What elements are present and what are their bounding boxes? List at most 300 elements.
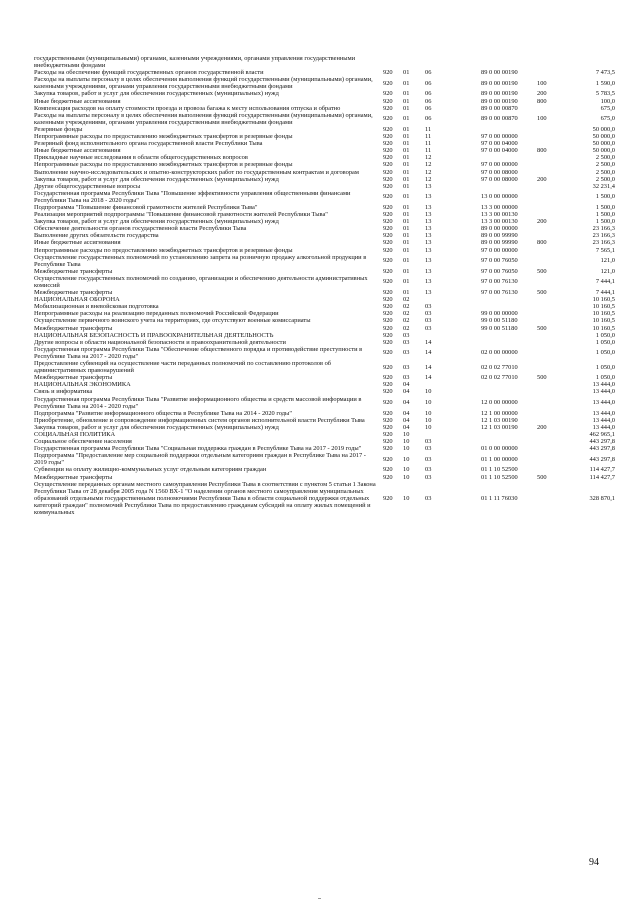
row-target-code: 89 0 00 99990 <box>481 232 518 240</box>
row-section-code: 04 <box>403 399 410 407</box>
row-subsection-code: 13 <box>425 246 432 254</box>
row-expense-type-code <box>537 466 565 473</box>
row-expense-type-code <box>537 133 565 140</box>
row-amount: 114 427,7 <box>589 473 615 481</box>
row-target-code: 97 0 00 76130 <box>481 278 518 286</box>
row-ved-code: 920 <box>383 438 393 446</box>
row-expense-type-code <box>537 431 565 438</box>
table-row <box>34 232 615 239</box>
row-target-code: 89 0 00 00000 <box>481 225 518 233</box>
row-ved-code: 920 <box>383 466 393 474</box>
row-ved-code: 920 <box>383 399 393 407</box>
row-expense-type-code: 500 <box>537 267 547 275</box>
row-expense-type-code: 200 <box>537 218 547 226</box>
row-expense-type-code: 200 <box>537 175 547 183</box>
row-amount <box>565 55 615 69</box>
table-row <box>34 452 615 466</box>
row-name: Обеспечение деятельности органов государственной власти Республики Тыва <box>34 225 247 233</box>
row-section-code: 01 <box>403 239 410 247</box>
row-amount: 7 444,1 <box>595 289 615 297</box>
row-ved-code: 920 <box>383 349 393 357</box>
row-amount: 1 050,0 <box>595 338 615 346</box>
row-target-code: 12 0 00 00000 <box>481 399 518 407</box>
row-name: Государственная программа Республики Тыва "Социальная поддержка граждан в Республике Тыва на 2017 - 2019 годы" <box>34 445 362 453</box>
row-ved-code: 920 <box>383 69 393 77</box>
row-target-code: 97 0 00 00000 <box>481 161 518 169</box>
row-target-code: 97 0 00 04000 <box>481 140 518 148</box>
row-expense-type-code <box>537 296 565 303</box>
row-section-code: 01 <box>403 225 410 233</box>
row-amount: 2 500,0 <box>595 154 615 162</box>
table-row <box>34 474 615 481</box>
row-section-code: 01 <box>403 246 410 254</box>
row-ved-code: 920 <box>383 430 393 438</box>
row-name: Резервные фонды <box>34 125 83 133</box>
row-subsection-code: 13 <box>425 182 432 190</box>
row-name: Закупка товаров, работ и услуг для обеспечения государственных (муниципальных) нужд <box>34 423 279 431</box>
table-row <box>34 55 615 69</box>
row-amount: 10 160,5 <box>592 310 615 318</box>
row-name: Связь и информатика <box>34 388 93 396</box>
table-row <box>34 225 615 232</box>
row-expense-type-code: 800 <box>537 239 547 247</box>
row-expense-type-code <box>537 417 565 424</box>
table-row <box>34 90 615 97</box>
row-expense-type-code <box>537 481 565 516</box>
row-subsection-code: 12 <box>425 154 432 162</box>
row-name: Государственная программа Республики Тыва "Повышение эффективности управления общественными финансами Республики Тыва на 2018 - 2020 годы" <box>34 189 351 204</box>
row-expense-type-code <box>537 161 565 168</box>
row-expense-type-code: 500 <box>537 374 547 382</box>
table-row <box>34 254 615 268</box>
row-expense-type-code: 800 <box>537 147 547 155</box>
row-expense-type-code <box>537 438 565 445</box>
row-ved-code: 920 <box>383 161 393 169</box>
table-row <box>34 431 615 438</box>
row-ved-code: 920 <box>383 203 393 211</box>
row-amount: 121,0 <box>600 267 615 275</box>
row-name: Мобилизационная и вневойсковая подготовка <box>34 303 159 311</box>
row-name: НАЦИОНАЛЬНАЯ ЭКОНОМИКА <box>34 381 131 389</box>
row-target-code: 89 0 00 00870 <box>481 115 518 123</box>
row-section-code: 10 <box>403 438 410 446</box>
row-ved-code: 920 <box>383 423 393 431</box>
row-name: Расходы на обеспечение функций государственных органов государственной власти <box>34 69 264 77</box>
row-subsection-code: 03 <box>425 494 432 502</box>
row-target-code <box>481 126 537 133</box>
table-row <box>34 133 615 140</box>
row-target-code <box>481 431 537 438</box>
row-ved-code: 920 <box>383 324 393 332</box>
row-amount: 1 500,0 <box>595 193 615 201</box>
table-row <box>34 303 615 310</box>
table-row <box>34 445 615 452</box>
page-number: 94 <box>589 857 599 868</box>
row-subsection-code <box>425 296 481 303</box>
row-name: Государственная программа Республики Тыва "Обеспечение общественного порядка и противодействие преступности в Республике Тыва на 2017 - 2020 годы" <box>34 345 363 360</box>
row-name: Закупка товаров, работ и услуг для обеспечения государственных (муниципальных) нужд <box>34 175 279 183</box>
table-row <box>34 218 615 225</box>
row-subsection-code: 03 <box>425 445 432 453</box>
row-expense-type-code: 500 <box>537 473 547 481</box>
row-target-code: 89 0 00 99990 <box>481 239 518 247</box>
row-expense-type-code: 800 <box>537 97 547 105</box>
row-expense-type-code <box>537 388 565 395</box>
row-subsection-code: 13 <box>425 239 432 247</box>
row-name: Другие общегосударственные вопросы <box>34 182 141 190</box>
row-ved-code: 920 <box>383 232 393 240</box>
row-amount: 5 783,5 <box>595 90 615 98</box>
row-ved-code: 920 <box>383 133 393 141</box>
row-subsection-code: 03 <box>425 473 432 481</box>
row-target-code: 97 0 00 00000 <box>481 133 518 141</box>
row-subsection-code: 06 <box>425 79 432 87</box>
row-target-code: 89 0 00 00190 <box>481 97 518 105</box>
row-ved-code: 920 <box>383 225 393 233</box>
row-ved-code: 920 <box>383 409 393 417</box>
row-target-code: 97 0 00 76050 <box>481 267 518 275</box>
row-ved-code: 920 <box>383 267 393 275</box>
row-amount: 10 160,5 <box>592 296 615 304</box>
row-name: Межбюджетные трансферты <box>34 473 113 481</box>
row-amount: 1 050,0 <box>595 374 615 382</box>
row-ved-code: 920 <box>383 338 393 346</box>
row-name: Непрограммные расходы по предоставлению межбюджетных трансфертов и резервные фонды <box>34 161 293 169</box>
row-name: Межбюджетные трансферты <box>34 324 113 332</box>
row-target-code: 97 0 00 04000 <box>481 147 518 155</box>
row-ved-code: 920 <box>383 296 393 304</box>
row-subsection-code: 14 <box>425 374 432 382</box>
row-ved-code: 920 <box>383 445 393 453</box>
row-name: Непрограммные расходы на реализацию переданных полномочий Российской Федерации <box>34 310 279 318</box>
row-ved-code: 920 <box>383 147 393 155</box>
row-subsection-code: 13 <box>425 278 432 286</box>
row-amount: 121,0 <box>600 257 615 265</box>
row-target-code <box>481 381 537 388</box>
row-ved-code: 920 <box>383 303 393 311</box>
row-expense-type-code <box>537 346 565 360</box>
table-row <box>34 176 615 183</box>
row-amount: 10 160,5 <box>592 317 615 325</box>
row-target-code: 97 0 00 76050 <box>481 257 518 265</box>
row-section-code: 01 <box>403 104 410 112</box>
row-name: Прикладные научные исследования в области общегосударственных вопросов <box>34 154 248 162</box>
row-amount: 7 473,5 <box>595 69 615 77</box>
row-name: Осуществление государственных полномочий по установлению запрета на розничную продажу алкогольной продукции в Республике Тыва <box>34 253 367 268</box>
row-target-code: 99 0 00 51180 <box>481 317 518 325</box>
row-name: НАЦИОНАЛЬНАЯ ОБОРОНА <box>34 296 120 304</box>
row-subsection-code: 06 <box>425 69 432 77</box>
row-section-code: 10 <box>403 455 410 463</box>
row-subsection-code <box>425 332 481 339</box>
row-name: Осуществление переданных органам местного самоуправления Республики Тыва в соответствии с пунктом 5 статьи 1 Закона Республики Тыва от 28 декабря 2005 года N 1560 ВХ-1 "О наделении органов местного самоуправления муниципальных образований отдельными государственными полномочиями Республики Тыва в области социальной поддержки отдельных категорий граждан" полномочий Республики Тыва по предоставлению гражданам субсидий на оплату жилых помещений и коммунальных <box>34 480 376 516</box>
row-section-code <box>403 55 425 69</box>
row-ved-code: 920 <box>383 175 393 183</box>
row-amount: 50 000,0 <box>592 140 615 148</box>
row-expense-type-code <box>537 169 565 176</box>
row-target-code: 12 1 03 00190 <box>481 423 518 431</box>
row-section-code: 01 <box>403 90 410 98</box>
row-section-code: 10 <box>403 494 410 502</box>
row-expense-type-code <box>537 317 565 324</box>
row-name: Выполнение других обязательств государства <box>34 232 159 240</box>
row-ved-code: 920 <box>383 104 393 112</box>
row-target-code: 97 0 00 00000 <box>481 246 518 254</box>
row-amount: 10 160,5 <box>592 303 615 311</box>
row-target-code: 89 0 00 00870 <box>481 104 518 112</box>
row-expense-type-code <box>537 183 565 190</box>
table-row <box>34 481 615 516</box>
row-expense-type-code <box>537 105 565 112</box>
row-name: Непрограммные расходы по предоставлению межбюджетных трансфертов и резервные фонды <box>34 133 293 141</box>
row-target-code <box>481 55 537 69</box>
row-ved-code: 920 <box>383 278 393 286</box>
table-row <box>34 154 615 161</box>
row-amount: 50 000,0 <box>592 147 615 155</box>
row-expense-type-code <box>537 69 565 76</box>
row-target-code: 13 3 00 00130 <box>481 218 518 226</box>
row-ved-code: 920 <box>383 416 393 424</box>
row-section-code: 10 <box>403 466 410 474</box>
budget-table <box>34 55 615 516</box>
row-expense-type-code <box>537 360 565 374</box>
row-section-code: 10 <box>403 445 410 453</box>
row-subsection-code: 13 <box>425 203 432 211</box>
row-ved-code: 920 <box>383 310 393 318</box>
row-target-code: 02 0 02 77010 <box>481 363 518 371</box>
row-target-code: 89 0 00 00190 <box>481 69 518 77</box>
row-amount: 443 297,8 <box>589 455 615 463</box>
row-subsection-code: 14 <box>425 338 432 346</box>
row-name: Расходы на выплаты персоналу в целях обеспечения выполнения функций государственными (муниципальными) органами, казенными учреждениями, органами управления государственными внебюджетными фондами <box>34 76 373 91</box>
row-name: Межбюджетные трансферты <box>34 374 113 382</box>
row-target-code <box>481 303 537 310</box>
row-subsection-code: 11 <box>425 125 432 133</box>
row-subsection-code: 13 <box>425 193 432 201</box>
row-target-code: 99 0 00 00000 <box>481 310 518 318</box>
table-row <box>34 417 615 424</box>
table-row <box>34 346 615 360</box>
row-subsection-code: 03 <box>425 324 432 332</box>
table-row <box>34 424 615 431</box>
row-section-code: 10 <box>403 473 410 481</box>
row-target-code: 01 1 10 52500 <box>481 466 518 474</box>
row-section-code: 01 <box>403 79 410 87</box>
table-row <box>34 466 615 473</box>
row-subsection-code: 06 <box>425 115 432 123</box>
row-section-code: 01 <box>403 161 410 169</box>
row-ved-code: 920 <box>383 218 393 226</box>
row-amount: 675,0 <box>600 104 615 112</box>
row-expense-type-code: 100 <box>537 79 547 87</box>
row-section-code: 01 <box>403 97 410 105</box>
row-amount: 2 500,0 <box>595 161 615 169</box>
row-target-code: 13 0 00 00000 <box>481 193 518 201</box>
row-name: Подпрограмма "Предоставление мер социальной поддержки отдельным категориям граждан в Республике Тыва на 2017 - 2019 годы" <box>34 452 366 467</box>
row-target-code: 97 0 00 08000 <box>481 168 518 176</box>
scan-mark <box>318 898 321 899</box>
row-amount: 328 870,1 <box>589 494 615 502</box>
row-subsection-code: 10 <box>425 423 432 431</box>
budget-table-body <box>34 55 615 516</box>
row-section-code: 01 <box>403 218 410 226</box>
row-subsection-code: 14 <box>425 363 432 371</box>
row-name: СОЦИАЛЬНАЯ ПОЛИТИКА <box>34 430 116 438</box>
row-amount: 50 000,0 <box>592 125 615 133</box>
row-amount: 23 166,3 <box>592 239 615 247</box>
row-ved-code: 920 <box>383 140 393 148</box>
table-row <box>34 317 615 324</box>
row-expense-type-code <box>537 204 565 211</box>
row-amount: 443 297,8 <box>589 438 615 446</box>
table-row <box>34 247 615 254</box>
table-row <box>34 438 615 445</box>
row-subsection-code: 13 <box>425 289 432 297</box>
row-target-code <box>481 339 537 346</box>
row-section-code: 02 <box>403 324 410 332</box>
row-section-code: 10 <box>403 430 410 438</box>
row-section-code: 01 <box>403 193 410 201</box>
row-section-code: 01 <box>403 257 410 265</box>
row-name: Межбюджетные трансферты <box>34 289 113 297</box>
row-expense-type-code: 200 <box>537 90 547 98</box>
row-subsection-code: 03 <box>425 303 432 311</box>
row-expense-type-code: 200 <box>537 423 547 431</box>
row-name: Подпрограмма "Повышение финансовой грамотности жителей Республики Тыва" <box>34 203 258 211</box>
row-amount: 100,0 <box>600 97 615 105</box>
row-name: Другие вопросы в области национальной безопасности и правоохранительной деятельности <box>34 338 286 346</box>
row-amount: 462 965,1 <box>589 430 615 438</box>
row-amount: 1 050,0 <box>595 331 615 339</box>
row-subsection-code: 03 <box>425 455 432 463</box>
table-row <box>34 126 615 133</box>
table-row <box>34 161 615 168</box>
row-subsection-code: 11 <box>425 147 432 155</box>
row-subsection-code: 12 <box>425 175 432 183</box>
row-target-code: 12 1 03 00190 <box>481 416 518 424</box>
row-ved-code: 920 <box>383 90 393 98</box>
row-expense-type-code <box>537 452 565 466</box>
row-ved-code: 920 <box>383 374 393 382</box>
table-row <box>34 410 615 417</box>
row-ved-code: 920 <box>383 331 393 339</box>
table-row <box>34 105 615 112</box>
row-section-code: 03 <box>403 374 410 382</box>
row-subsection-code: 12 <box>425 161 432 169</box>
row-amount: 13 444,0 <box>592 409 615 417</box>
row-name: Компенсация расходов на оплату стоимости проезда и провоза багажа к месту использования отпуска и обратно <box>34 104 341 112</box>
row-amount: 13 444,0 <box>592 381 615 389</box>
row-amount: 1 050,0 <box>595 349 615 357</box>
row-section-code: 01 <box>403 267 410 275</box>
row-subsection-code: 12 <box>425 168 432 176</box>
row-name: Резервный фонд исполнительного органа государственной власти Республики Тыва <box>34 140 263 148</box>
row-ved-code: 920 <box>383 363 393 371</box>
row-section-code: 03 <box>403 331 410 339</box>
row-expense-type-code: 500 <box>537 289 547 297</box>
row-ved-code: 920 <box>383 211 393 219</box>
row-ved-code: 920 <box>383 193 393 201</box>
row-name: Осуществление государственных полномочий по созданию, организации и обеспечению деятельности административных комиссий <box>34 274 368 289</box>
row-amount: 13 444,0 <box>592 399 615 407</box>
row-expense-type-code <box>537 332 565 339</box>
row-target-code: 01 0 00 00000 <box>481 445 518 453</box>
row-target-code <box>481 154 537 161</box>
row-expense-type-code <box>537 275 565 289</box>
row-name: Предоставление субвенций на осуществление части переданных полномочий по составлению протоколов об административных правонарушений <box>34 360 332 375</box>
table-row <box>34 310 615 317</box>
row-target-code: 97 0 00 76130 <box>481 289 518 297</box>
row-amount: 114 427,7 <box>589 466 615 474</box>
row-section-code: 02 <box>403 296 410 304</box>
table-row <box>34 211 615 218</box>
row-ved-code: 920 <box>383 154 393 162</box>
row-expense-type-code <box>537 126 565 133</box>
row-subsection-code: 03 <box>425 317 432 325</box>
row-expense-type-code <box>537 254 565 268</box>
row-subsection-code: 10 <box>425 409 432 417</box>
row-section-code: 03 <box>403 349 410 357</box>
row-section-code: 02 <box>403 310 410 318</box>
table-row <box>34 289 615 296</box>
row-section-code: 04 <box>403 423 410 431</box>
table-row <box>34 374 615 381</box>
row-name: НАЦИОНАЛЬНАЯ БЕЗОПАСНОСТЬ И ПРАВООХРАНИТЕЛЬНАЯ ДЕЯТЕЛЬНОСТЬ <box>34 331 274 339</box>
row-section-code: 01 <box>403 133 410 141</box>
row-ved-code: 920 <box>383 381 393 389</box>
row-subsection-code: 06 <box>425 97 432 105</box>
row-subsection-code: 11 <box>425 133 432 141</box>
row-amount: 7 444,1 <box>595 278 615 286</box>
row-expense-type-code <box>537 190 565 204</box>
row-name: Субвенции на оплату жилищно-коммунальных услуг отдельным категориям граждан <box>34 466 267 474</box>
table-row <box>34 388 615 395</box>
row-amount: 443 297,8 <box>589 445 615 453</box>
row-expense-type-code <box>537 211 565 218</box>
row-ved-code: 920 <box>383 79 393 87</box>
row-name: Реализация мероприятий подпрограммы "Повышение финансовой грамотности жителей Республики Тыва" <box>34 211 328 219</box>
row-section-code: 01 <box>403 115 410 123</box>
row-amount: 2 500,0 <box>595 168 615 176</box>
row-subsection-code <box>425 381 481 388</box>
row-expense-type-code <box>537 445 565 452</box>
row-expense-type-code <box>537 55 565 69</box>
row-ved-code: 920 <box>383 257 393 265</box>
row-section-code: 01 <box>403 278 410 286</box>
row-section-code: 01 <box>403 175 410 183</box>
row-section-code: 01 <box>403 140 410 148</box>
row-name: Иные бюджетные ассигнования <box>34 147 121 155</box>
row-amount: 10 160,5 <box>592 324 615 332</box>
row-target-code: 97 0 00 08000 <box>481 175 518 183</box>
row-target-code: 99 0 00 51180 <box>481 324 518 332</box>
table-row <box>34 183 615 190</box>
row-section-code: 03 <box>403 338 410 346</box>
table-row <box>34 396 615 410</box>
row-target-code <box>481 332 537 339</box>
row-expense-type-code <box>537 339 565 346</box>
row-section-code: 01 <box>403 232 410 240</box>
row-target-code <box>481 296 537 303</box>
table-row <box>34 169 615 176</box>
row-amount: 1 590,0 <box>595 79 615 87</box>
row-subsection-code: 10 <box>425 399 432 407</box>
table-row <box>34 332 615 339</box>
row-name: Расходы на выплаты персоналу в целях обеспечения выполнения функций государственными (муниципальными) органами, казенными учреждениями, органами управления государственными внебюджетными фондами <box>34 111 373 126</box>
row-expense-type-code: 500 <box>537 324 547 332</box>
row-amount: 1 500,0 <box>595 218 615 226</box>
row-target-code: 01 1 10 52500 <box>481 473 518 481</box>
